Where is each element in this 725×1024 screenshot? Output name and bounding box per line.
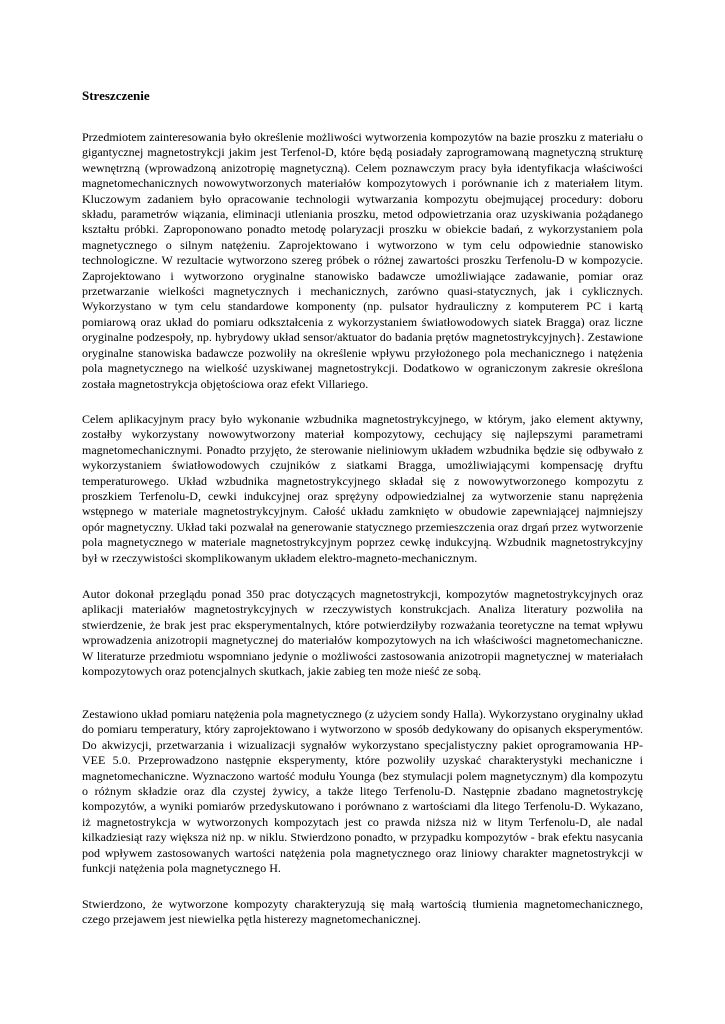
- paragraph-5: Stwierdzono, że wytworzone kompozyty charakteryzują się małą wartością tłumienia magnetomechanicznego, czego przejawem jest niewielka pętla histerezy magnetomechanicznej.: [82, 897, 643, 927]
- paragraph-4: Zestawiono układ pomiaru natężenia pola magnetycznego (z użyciem sondy Halla). Wykorzystano oryginalny układ do pomiaru temperatury, który zaprojektowano i wytworzono w sposób dedykowany do opisanych eksperymentów. Do akwizycji, przetwarzania i wizualizacji sygnałów wykorzystano specjalistyczny pakiet oprogramowania HP-VEE 5.0. Przeprowadzono następnie eksperymenty, które pozwoliły uzyskać charakterystyki mechaniczne i magnetomechaniczne. Wyznaczono wartość modułu Younga (bez stymulacji polem magnetycznym) dla kompozytu o różnym składzie oraz dla czystej żywicy, a także litego Terfenolu-D. Następnie zbadano magnetostrykcję kompozytów, a wyniki pomiarów przedyskutowano i porównano z wartościami dla litego Terfenolu-D. Wykazano, iż magnetostrykcja w wytworzonych kompozytach jest co prawda niższa niż w litym Terfenolu-D, ale nadal kilkadziesiąt razy większa niż np. w niklu. Stwierdzono ponadto, w przypadku kompozytów - brak efektu nasycania pod wpływem zastosowanych wartości natężenia pola magnetycznego oraz liniowy charakter magnetostrykcji w funkcji natężenia pola magnetycznego H.: [82, 707, 643, 876]
- page-title: Streszczenie: [82, 88, 150, 103]
- paragraph-3: Autor dokonał przeglądu ponad 350 prac dotyczących magnetostrykcji, kompozytów magnetostrykcyjnych oraz aplikacji materiałów magnetostrykcyjnych w rzeczywistych konstrukcjach. Analiza literatury pozwoliła na stwierdzenie, że brak jest prac eksperymentalnych, które potwierdziłyby rozważania teoretyczne na temat wpływu wprowadzenia anizotropii magnetycznej do materiałów kompozytowych na ich właściwości magnetomechaniczne. W literaturze przedmiotu wspomniano jedynie o możliwości zastosowania anizotropii magnetycznej w materiałach kompozytowych oraz potencjalnych skutkach, jakie zabieg ten może nieść ze sobą.: [82, 587, 643, 679]
- paragraph-1: Przedmiotem zainteresowania było określenie możliwości wytworzenia kompozytów na bazie proszku z materiału o gigantycznej magnetostrykcji jakim jest Terfenol-D, które będą posiadały zaprogramowaną magnetyczną strukturę wewnętrzną (wprowadzoną anizotropię magnetyczną). Celem poznawczym pracy była identyfikacja właściwości magnetomechanicznych nowowytworzonych materiałów kompozytowych i porównanie ich z materiałem litym. Kluczowym zadaniem było opracowanie technologii wytwarzania kompozytu obejmującej procedury: doboru składu, parametrów wiązania, eliminacji utleniania proszku, metod odpowietrzania oraz uzyskiwania pożądanego kształtu próbki. Zaproponowano ponadto metodę polaryzacji proszku w obiekcie badań, z wykorzystaniem pola magnetycznego o silnym natężeniu. Zaprojektowano i wytworzono w tym celu odpowiednie stanowisko technologiczne. W rezultacie wytworzono szereg próbek o różnej zawartości proszku Terfenolu-D w kompozycie. Zaprojektowano i wytworzono oryginalne stanowisko badawcze umożliwiające zadawanie, pomiar oraz przetwarzanie wielkości magnetycznych i mechanicznych, zarówno quasi-statycznych, jak i cyklicznych. Wykorzystano w tym celu standardowe komponenty (np. pulsator hydrauliczny z komputerem PC i kartą pomiarową oraz układ do pomiaru odkształcenia z wykorzystaniem światłowodowych siatek Bragga) oraz liczne oryginalne podzespoły, np. hybrydowy układ sensor/aktuator do badania prętów magnetostrykcyjnych}. Zestawione oryginalne stanowiska badawcze pozwoliły na określenie wpływu przyłożonego pola mechanicznego i natężenia pola magnetycznego na wielkość uzyskiwanej magnetostrykcji. Dodatkowo w ograniczonym zakresie określona została magnetostrykcja objętościowa oraz efekt Villariego.: [82, 130, 643, 391]
- paragraph-2: Celem aplikacyjnym pracy było wykonanie wzbudnika magnetostrykcyjnego, w którym, jako element aktywny, zostałby wykorzystany nowowytworzony materiał kompozytowy, cechujący się najlepszymi parametrami magnetomechanicznymi. Ponadto przyjęto, że sterowanie nieliniowym układem wzbudnika będzie się odbywało z wykorzystaniem światłowodowych czujników z siatkami Bragga, umożliwiającymi kompensację dryftu temperaturowego. Układ wzbudnika magnetostrykcyjnego składał się z nowowytworzonego kompozytu z proszkiem Terfenolu-D, cewki indukcyjnej oraz sprężyny odpowiedzialnej za wytworzenie stanu naprężenia wstępnego w materiale magnetostrykcyjnym. Całość układu zamknięto w obudowie zapewniającej najmniejszy opór magnetyczny. Układ taki pozwalał na generowanie statycznego przemieszczenia oraz drgań przez wytworzenie pola magnetycznego w materiale magnetostrykcyjnym poprzez cewkę indukcyjną. Wzbudnik magnetostrykcyjny był w rzeczywistości skomplikowanym układem elektro-magneto-mechanicznym.: [82, 412, 643, 565]
